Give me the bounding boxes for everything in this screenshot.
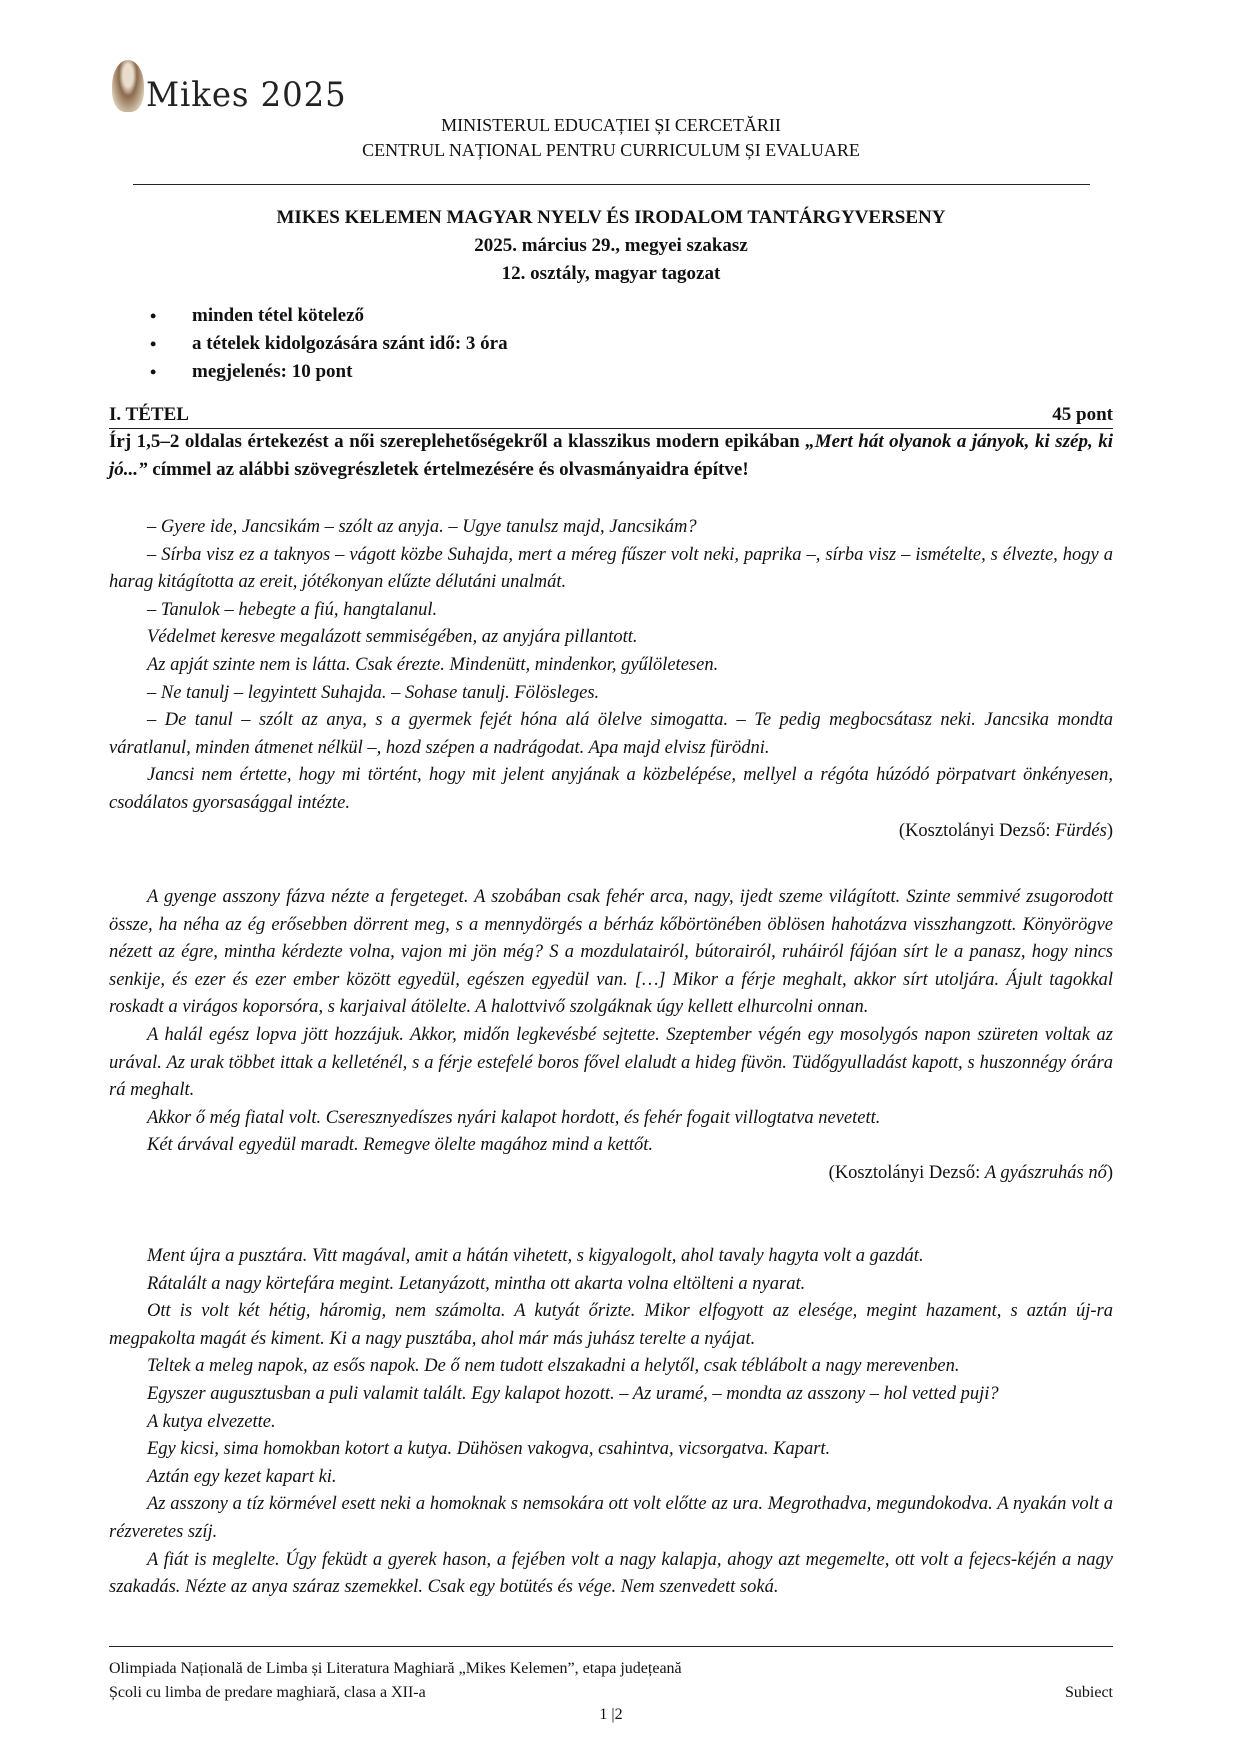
task-instruction bbox=[109, 428, 1113, 484]
paragraph: Jancsi nem értette, hogy mi történt, hogy mit jelent anyjának a közbelépése, mellyel a régóta húzódó pörpatvart önkényesen, csodálatos gyorsasággal intézte. bbox=[109, 765, 1113, 813]
attribution-close: ) bbox=[1106, 820, 1113, 841]
portrait-icon bbox=[112, 60, 144, 112]
rule-item: • megjelenés: 10 pont bbox=[150, 358, 508, 386]
contest-date: 2025. március 29., megyei szakasz bbox=[474, 235, 748, 256]
instruction-text: címmel az alábbi szövegrészletek értelmezésére és olvasmányaidra építve! bbox=[147, 459, 749, 480]
attribution-author: (Kosztolányi Dezső: bbox=[828, 1162, 985, 1183]
rules-list bbox=[150, 302, 508, 386]
attribution-author: (Kosztolányi Dezső: bbox=[898, 820, 1056, 841]
header-divider bbox=[133, 184, 1090, 185]
paragraph: Aztán egy kezet kapart ki. bbox=[147, 1466, 337, 1487]
section-heading bbox=[109, 401, 1113, 429]
rule-item: • minden tétel kötelező bbox=[150, 302, 508, 330]
excerpt-third bbox=[109, 1243, 1113, 1602]
footer-olympiad: Olimpiada Națională de Limba și Literatura Maghiară „Mikes Kelemen”, etapa județeană bbox=[109, 1660, 682, 1677]
paragraph: Ment újra a pusztára. Vitt magával, amit a hátán vihetett, s kigyalogolt, ahol tavaly hagyta volt a gazdát. bbox=[147, 1246, 924, 1266]
instruction-quote: „Mert hát olyanok a jányok, ki szép, ki jó...” bbox=[109, 431, 1114, 480]
contest-title: MIKES KELEMEN MAGYAR NYELV ÉS IRODALOM TANTÁRGYVERSENY bbox=[276, 207, 946, 228]
paragraph: – De tanul – szólt az anya, s a gyermek fejét hóna alá ölelve simogatta. – Te pedig megbocsátasz neki. Jancsika mondta váratlanul, minden átmenet nélkül –, hozd szépen a nadrágodat. Apa majd elvisz fürödni. bbox=[109, 710, 1113, 758]
footer-schools: Școli cu limba de predare maghiară, clasa a XII-a bbox=[109, 1684, 426, 1701]
paragraph: Védelmet keresve megalázott semmiségében, az anyjára pillantott. bbox=[147, 627, 638, 648]
attribution bbox=[109, 818, 1113, 846]
paragraph: A halál egész lopva jött hozzájuk. Akkor, midőn legkevésbé sejtette. Szeptember végén egy mosolygós napon szüreten voltak az urával. Az urak többet ittak a kelleténél, s a férje estefelé boros fővel elaludt a hideg füvön. Tüdőgyulladást kapott, s huszonnégy órára rá meghalt. bbox=[109, 1024, 1113, 1101]
center-name: CENTRUL NAȚIONAL PENTRU CURRICULUM ȘI EVALUARE bbox=[362, 140, 860, 160]
paragraph: Egyszer augusztusban a puli valamit talált. Egy kalapot hozott. – Az uramé, – mondta az asszony – hol vetted puji? bbox=[147, 1383, 999, 1404]
page-number: 1 |2 bbox=[599, 1706, 623, 1723]
attribution-work: A gyászruhás nő bbox=[984, 1162, 1107, 1183]
section-points: 45 pont bbox=[1052, 404, 1113, 425]
excerpt-gyaszruhas-no bbox=[109, 884, 1113, 1188]
paragraph: Akkor ő még fiatal volt. Cseresznyedíszes nyári kalapot hordott, és fehér fogait villogtatva nevetett. bbox=[147, 1107, 881, 1128]
paragraph: A kutya elvezette. bbox=[147, 1411, 276, 1432]
paragraph: Egy kicsi, sima homokban kotort a kutya. Dühösen vakogva, csahintva, vicsorgatva. Kapart. bbox=[147, 1439, 831, 1460]
paragraph: A fiát is meglelte. Úgy feküdt a gyerek hason, a fejében volt a nagy kalapja, ahogy azt megemelte, ott volt a fejecs-kéjén a nagy szakadás. Nézte az anya száraz szemekkel. Csak egy botütés és vége. Nem szenvedett soká. bbox=[109, 1549, 1113, 1598]
footer-divider bbox=[109, 1646, 1113, 1647]
paragraph: – Tanulok – hebegte a fiú, hangtalanul. bbox=[147, 599, 438, 620]
paragraph: – Gyere ide, Jancsikám – szólt az anyja. – Ugye tanulsz majd, Jancsikám? bbox=[147, 517, 697, 537]
attribution bbox=[109, 1160, 1113, 1188]
attribution-work: Fürdés bbox=[1055, 820, 1107, 841]
section-label: I. TÉTEL bbox=[109, 404, 189, 425]
logo-text: Mikes 2025 bbox=[146, 75, 347, 115]
contest-class: 12. osztály, magyar tagozat bbox=[501, 263, 721, 284]
paragraph: Ott is volt két hétig, háromig, nem számolta. A kutyát őrizte. Mikor elfogyott az elesége, megint hazament, s aztán új-ra megpakolta magát és kiment. Ki a nagy pusztába, ahol már más juhász terelte a nyájat. bbox=[109, 1301, 1113, 1349]
instruction-text: Írj 1,5–2 oldalas értekezést a női szereplehetőségekről a klasszikus modern epikában bbox=[109, 431, 806, 452]
mikes-logo bbox=[112, 56, 357, 115]
rule-item: • a tételek kidolgozására szánt idő: 3 óra bbox=[150, 330, 508, 358]
footer bbox=[109, 1657, 1113, 1705]
paragraph: Teltek a meleg napok, az esős napok. De ő nem tudott elszakadni a helytől, csak téblábolt a nagy merevenben. bbox=[147, 1356, 960, 1377]
paragraph: Az apját szinte nem is látta. Csak érezte. Mindenütt, mindenkor, gyűlöletesen. bbox=[147, 654, 719, 675]
paragraph: – Ne tanulj – legyintett Suhajda. – Sohase tanulj. Fölösleges. bbox=[147, 682, 600, 703]
paragraph: Az asszony a tíz körmével esett neki a homoknak s nemsokára ott volt előtte az ura. Megrothadva, megundokodva. A nyakán volt a rézveretes szíj. bbox=[109, 1494, 1113, 1542]
excerpt-furdes bbox=[109, 514, 1113, 845]
paragraph: Rátalált a nagy körtefára megint. Letanyázott, mintha ott akarta volna eltölteni a nyarat. bbox=[147, 1273, 806, 1294]
paragraph: Két árvával egyedül maradt. Remegve ölelte magához mind a kettőt. bbox=[147, 1135, 654, 1156]
ministry-name: MINISTERUL EDUCAȚIEI ȘI CERCETĂRII bbox=[441, 115, 781, 135]
paragraph: – Sírba visz ez a taknyos – vágott közbe Suhajda, mert a méreg fűszer volt neki, paprika –, sírba visz – ismételte, s élvezte, hogy a harag kitágította az ereit, jótékonyan elűzte délutáni unalmát. bbox=[109, 544, 1113, 593]
attribution-close: ) bbox=[1106, 1162, 1113, 1183]
paragraph: A gyenge asszony fázva nézte a fergeteget. A szobában csak fehér arca, nagy, ijedt szeme világított. Szinte semmivé zsugorodott össze, ha néha az ég erősebben dörrent meg, s a mennydörgés a bérház kőbörtönében öblösen hahotázva visszhangzott. Könyörögve nézett az égre, mintha kérdezte volna, vajon mi jön még? S a mozdulatairól, bútorairól, ruháiról fájóan sírt le a panasz, hogy nincs senkije, és ezer és ezer ember között egyedül, egészen egyedül van. […] Mikor a férje meghalt, akkor sírt utoljára. Ájult tagokkal roskadt a virágos koporsóra, s karjaival átölelte. A halottvivő szolgáknak úgy kellett elhurcolni onnan. bbox=[109, 887, 1113, 1018]
footer-subject: Subiect bbox=[1065, 1684, 1113, 1701]
